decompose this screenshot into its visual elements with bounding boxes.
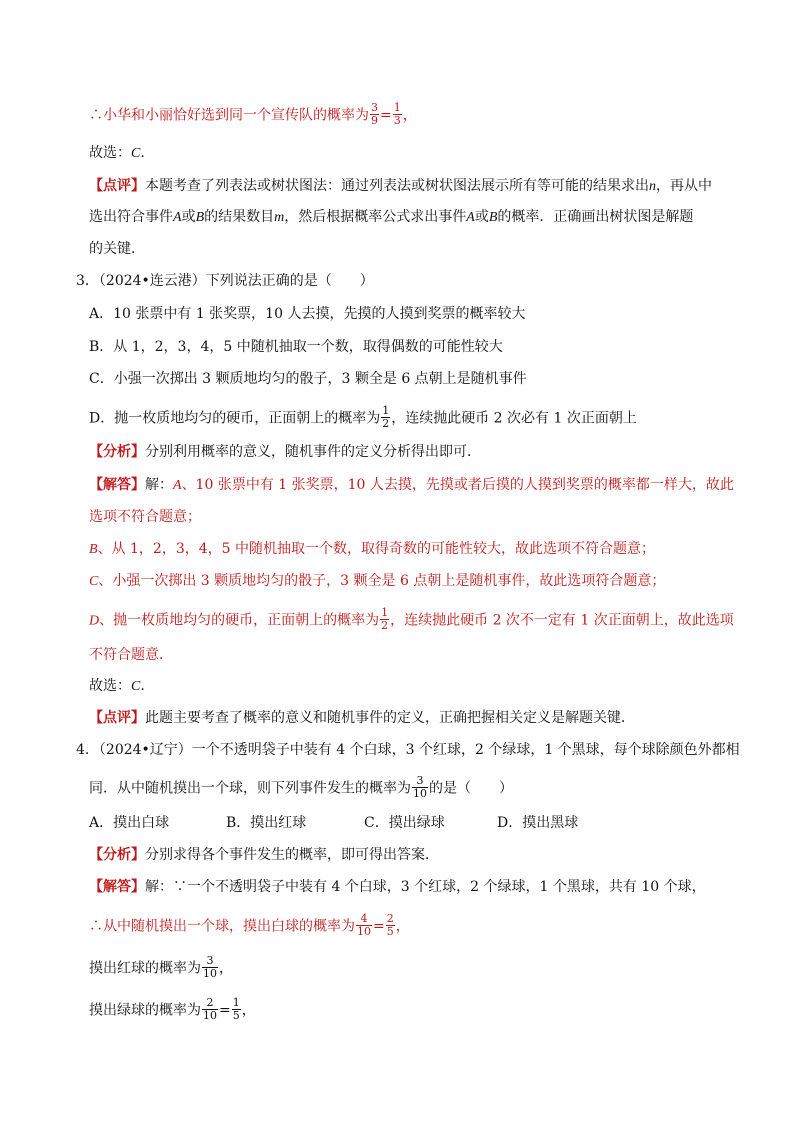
q4-solution-line-3: 摸出红球的概率为 $\frac{3}{10}$ ， xyxy=(89,954,233,980)
prev-review-line-2: 选出符合事件A或B的结果数目m，然后根据概率公式求出事件A或B的概率．正确画出树状图是解题 xyxy=(89,209,694,225)
prev-therefore-line: ∴小华和小丽恰好选到同一个宣传队的概率为 $\frac{3}{9}$ = $\frac{1}{3}$ ， xyxy=(89,101,417,127)
solution-tag: 【解答】 xyxy=(89,477,145,493)
fraction: $\frac{1}{2}$ xyxy=(382,404,390,430)
fraction: $\frac{2}{10}$ xyxy=(203,996,217,1022)
q4-solution-line-4: 摸出绿球的概率为 $\frac{2}{10}$ = $\frac{1}{5}$ ， xyxy=(89,996,256,1022)
fraction: $\frac{3}{9}$ xyxy=(371,101,378,127)
fraction: $\frac{4}{10}$ xyxy=(357,912,371,938)
q3-solution-line-3: B、从 1，2，3，4，5 中随机抽取一个数，取得奇数的可能性较大，故此选项不符合题意； xyxy=(89,541,655,557)
q3-review: 【点评】此题主要考查了概率的意义和随机事件的定义，正确把握相关定义是解题关键． xyxy=(89,710,635,726)
q4-stem-line-1: 4．（2024•辽宁）一个不透明袋子中装有 4 个白球，3 个红球，2 个绿球，1 个黑球，每个球除颜色外都相 xyxy=(76,742,740,758)
q3-option-c: C．小强一次掷出 3 颗质地均匀的骰子，3 颗全是 6 点朝上是随机事件 xyxy=(89,371,527,387)
prev-answer: 故选：C. xyxy=(89,145,145,161)
q4-stem-line-2: 同．从中随机摸出一个球，则下列事件发生的概率为 $\frac{3}{10}$ 的是（ ） xyxy=(89,774,513,800)
q3-stem: 3．（2024•连云港）下列说法正确的是（ ） xyxy=(76,273,374,289)
prev-therefore-text: ∴小华和小丽恰好选到同一个宣传队的概率为 xyxy=(89,107,369,124)
q4-option-b: B．摸出红球 xyxy=(226,815,307,831)
review-tag: 【点评】 xyxy=(89,710,145,726)
solution-tag: 【解答】 xyxy=(89,879,145,895)
q4-option-d: D．摸出黑球 xyxy=(497,815,579,831)
fraction: $\frac{3}{10}$ xyxy=(203,954,217,980)
q3-option-b: B．从 1，2，3，4，5 中随机抽取一个数，取得偶数的可能性较大 xyxy=(89,339,503,355)
q3-option-a: A．10 张票中有 1 张奖票，10 人去摸，先摸的人摸到奖票的概率较大 xyxy=(89,306,526,322)
q4-analysis: 【分析】分别求得各个事件发生的概率，即可得出答案． xyxy=(89,847,439,863)
q3-solution-line-1: 【解答】解：A、10 张票中有 1 张奖票，10 人去摸，先摸或者后摸的人摸到奖票的概率都一样大，故此 xyxy=(89,477,734,493)
fraction: $\frac{1}{3}$ xyxy=(393,101,401,127)
q4-solution-line-1: 【解答】解：∵一个不透明袋子中装有 4 个白球，3 个红球，2 个绿球，1 个黑球，共有 10 个球， xyxy=(89,879,706,895)
fraction: $\frac{2}{5}$ xyxy=(386,912,394,938)
analysis-tag: 【分析】 xyxy=(89,847,145,863)
q3-solution-line-2: 选项不符合题意； xyxy=(89,509,201,525)
q4-solution-line-2: ∴从中随机摸出一个球，摸出白球的概率为 $\frac{4}{10}$ = $\frac{2}{5}$ ， xyxy=(89,912,410,938)
analysis-tag: 【分析】 xyxy=(89,444,145,460)
q3-solution-line-4: C、小强一次掷出 3 颗质地均匀的骰子，3 颗全是 6 点朝上是随机事件，故此选项符合题意； xyxy=(89,573,666,589)
fraction: $\frac{3}{10}$ xyxy=(413,774,427,800)
q3-solution-line-5: D、抛一枚质地均匀的硬币，正面朝上的概率为 $\frac{1}{2}$ ，连续抛此硬币 2 次不一定有 1 次正面朝上，故此选项 xyxy=(89,606,734,632)
q3-answer: 故选：C. xyxy=(89,678,145,694)
q4-option-c: C．摸出绿球 xyxy=(364,815,445,831)
q3-solution-line-6: 不符合题意． xyxy=(89,647,173,663)
q3-analysis: 【分析】分别利用概率的意义，随机事件的定义分析得出即可． xyxy=(89,444,481,460)
fraction: $\frac{1}{5}$ xyxy=(232,996,240,1022)
prev-review-line-1: 【点评】本题考查了列表法或树状图法：通过列表法或树状图法展示所有等可能的结果求出n，再从中 xyxy=(89,178,712,194)
prev-review-line-3: 的关键． xyxy=(89,241,145,257)
q4-option-a: A．摸出白球 xyxy=(89,815,170,831)
review-tag: 【点评】 xyxy=(89,178,145,194)
q3-option-d: D．抛一枚质地均匀的硬币，正面朝上的概率为 $\frac{1}{2}$ ，连续抛此硬币 2 次必有 1 次正面朝上 xyxy=(89,404,637,430)
fraction: $\frac{1}{2}$ xyxy=(381,606,389,632)
